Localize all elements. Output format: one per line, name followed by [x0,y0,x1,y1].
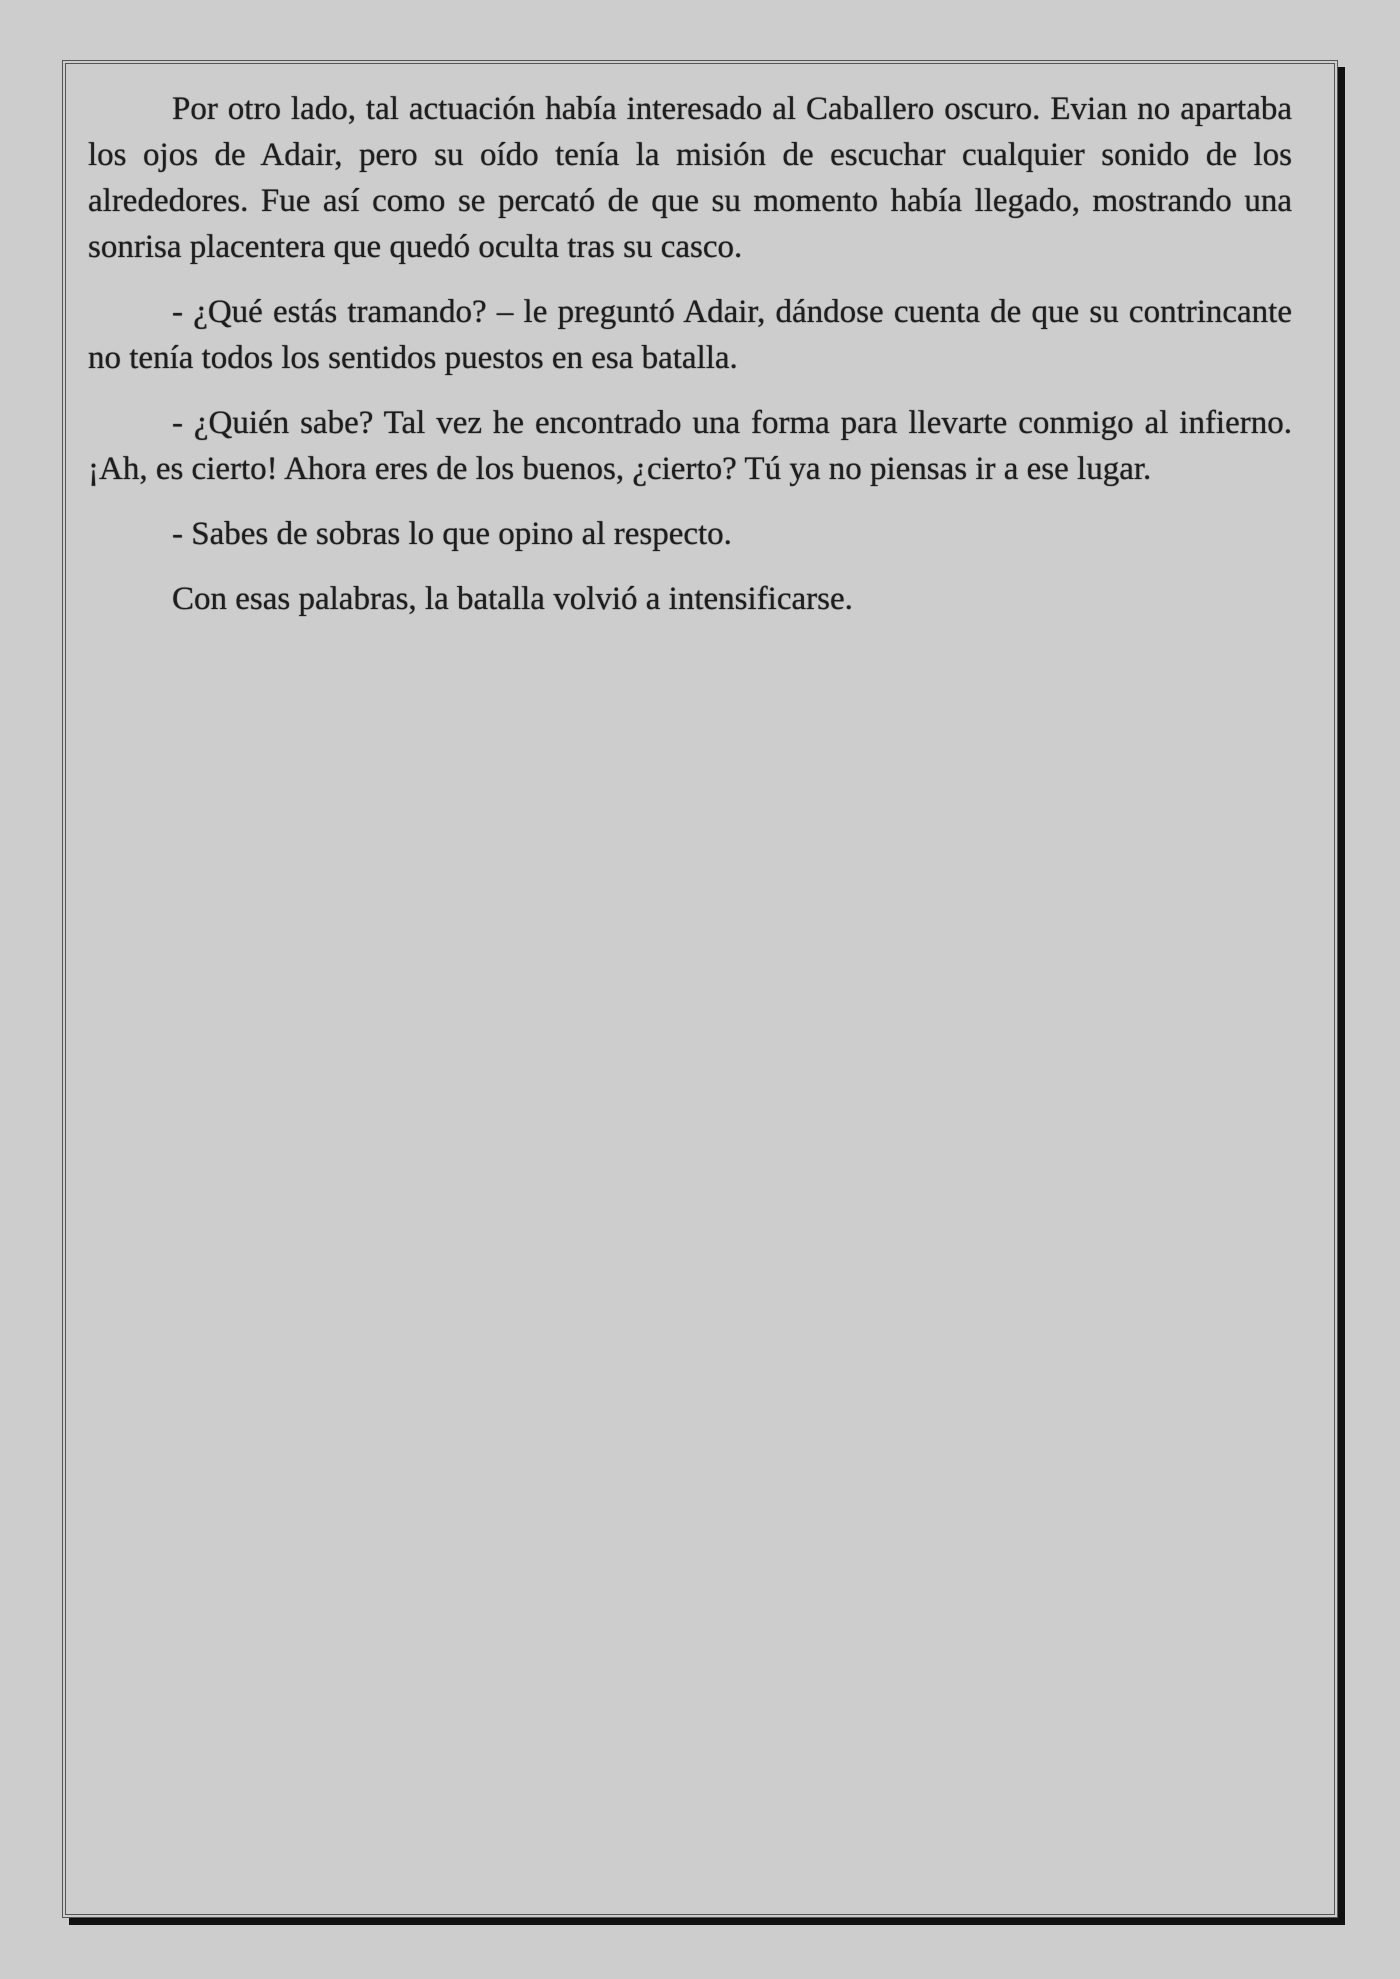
paragraph-narration-1: Por otro lado, tal actuación había interesado al Caballero oscuro. Evian no apartaba los ojos de Adair, pero su oído tenía la misión de escuchar cualquier sonido de los alrededores. Fue así como se percató de que su momento había llegado, mostrando una sonrisa placentera que quedó oculta tras su casco. [88,91,1292,265]
paragraph-dialogue-2: - ¿Quién sabe? Tal vez he encontrado una forma para llevarte conmigo al infierno. ¡Ah, es cierto! Ahora eres de los buenos, ¿cierto? Tú ya no piensas ir a ese lugar. [88,405,1292,487]
text-body [88,86,1292,641]
page-frame [62,60,1338,1918]
paragraph-narration-2: Con esas palabras, la batalla volvió a intensificarse. [172,581,853,617]
paragraph-dialogue-1: - ¿Qué estás tramando? – le preguntó Adair, dándose cuenta de que su contrincante no tenía todos los sentidos puestos en esa batalla. [88,294,1292,376]
paragraph-dialogue-3: - Sabes de sobras lo que opino al respecto. [172,516,732,552]
